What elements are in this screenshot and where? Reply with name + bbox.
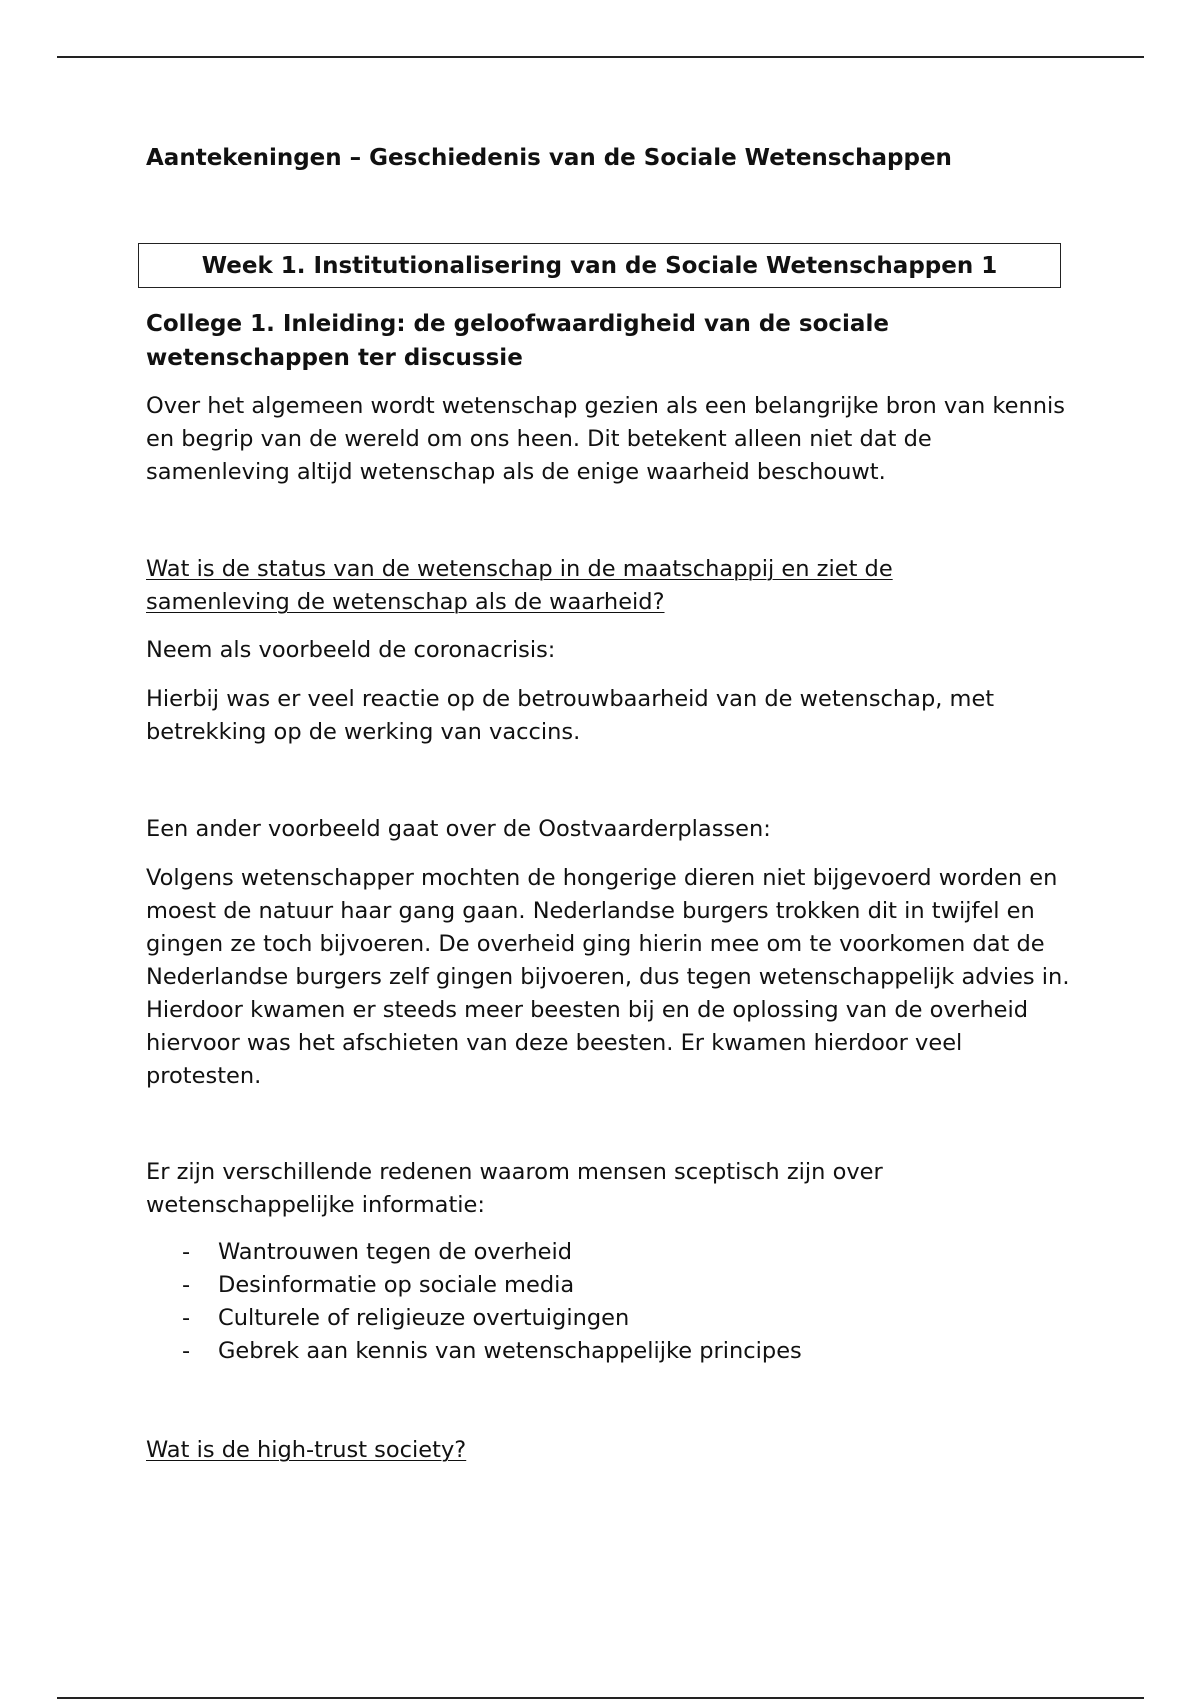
list-marker: - [182, 1338, 191, 1364]
list-marker: - [182, 1239, 191, 1265]
list-marker: - [182, 1272, 191, 1298]
bottom-rule [57, 1697, 1144, 1699]
list-item-text: Gebrek aan kennis van wetenschappelijke principes [218, 1338, 802, 1364]
question-high-trust-society: Wat is de high-trust society? [146, 1437, 467, 1463]
week-heading-box [138, 243, 1061, 288]
reasons-intro: Er zijn verschillende redenen waarom mensen sceptisch zijn over wetenschappelijke informatie: [146, 1159, 883, 1218]
list-item-text: Desinformatie op sociale media [218, 1272, 575, 1298]
intro-paragraph: Over het algemeen wordt wetenschap gezien als een belangrijke bron van kennis en begrip van de wereld om ons heen. Dit betekent alleen niet dat de samenleving altijd wetenschap als de enige waarheid beschouwt. [146, 393, 1065, 485]
example-corona-intro: Neem als voorbeeld de coronacrisis: [146, 637, 556, 663]
example-corona-text: Hierbij was er veel reactie op de betrouwbaarheid van de wetenschap, met betrekking op de werking van vaccins. [146, 686, 995, 745]
top-rule [57, 56, 1144, 58]
example-oostvaarders-intro: Een ander voorbeeld gaat over de Oostvaarderplassen: [146, 816, 771, 842]
question-status-wetenschap: Wat is de status van de wetenschap in de maatschappij en ziet de samenleving de wetenschap als de waarheid? [146, 556, 893, 615]
example-oostvaarders-text: Volgens wetenschapper mochten de hongerige dieren niet bijgevoerd worden en moest de natuur haar gang gaan. Nederlandse burgers trokken dit in twijfel en gingen ze toch bijvoeren. De overheid ging hierin mee om te voorkomen dat de Nederlandse burgers zelf gingen bijvoeren, dus tegen wetenschappelijk advies in. Hierdoor kwamen er steeds meer beesten bij en de oplossing van de overheid hiervoor was het afschieten van deze beesten. Er kwamen hierdoor veel protesten. [146, 865, 1070, 1089]
list-item [182, 1269, 802, 1302]
list-item [182, 1302, 802, 1335]
list-item [182, 1335, 802, 1368]
college-heading: College 1. Inleiding: de geloofwaardigheid van de sociale wetenschappen ter discussie [146, 311, 889, 371]
document-title: Aantekeningen – Geschiedenis van de Sociale Wetenschappen [146, 145, 952, 171]
list-item-text: Wantrouwen tegen de overheid [218, 1239, 573, 1265]
list-item [182, 1236, 802, 1269]
list-item-text: Culturele of religieuze overtuigingen [218, 1305, 630, 1331]
reasons-list [182, 1236, 802, 1368]
list-marker: - [182, 1305, 191, 1331]
week-heading: Week 1. Institutionalisering van de Sociale Wetenschappen 1 [201, 252, 998, 279]
